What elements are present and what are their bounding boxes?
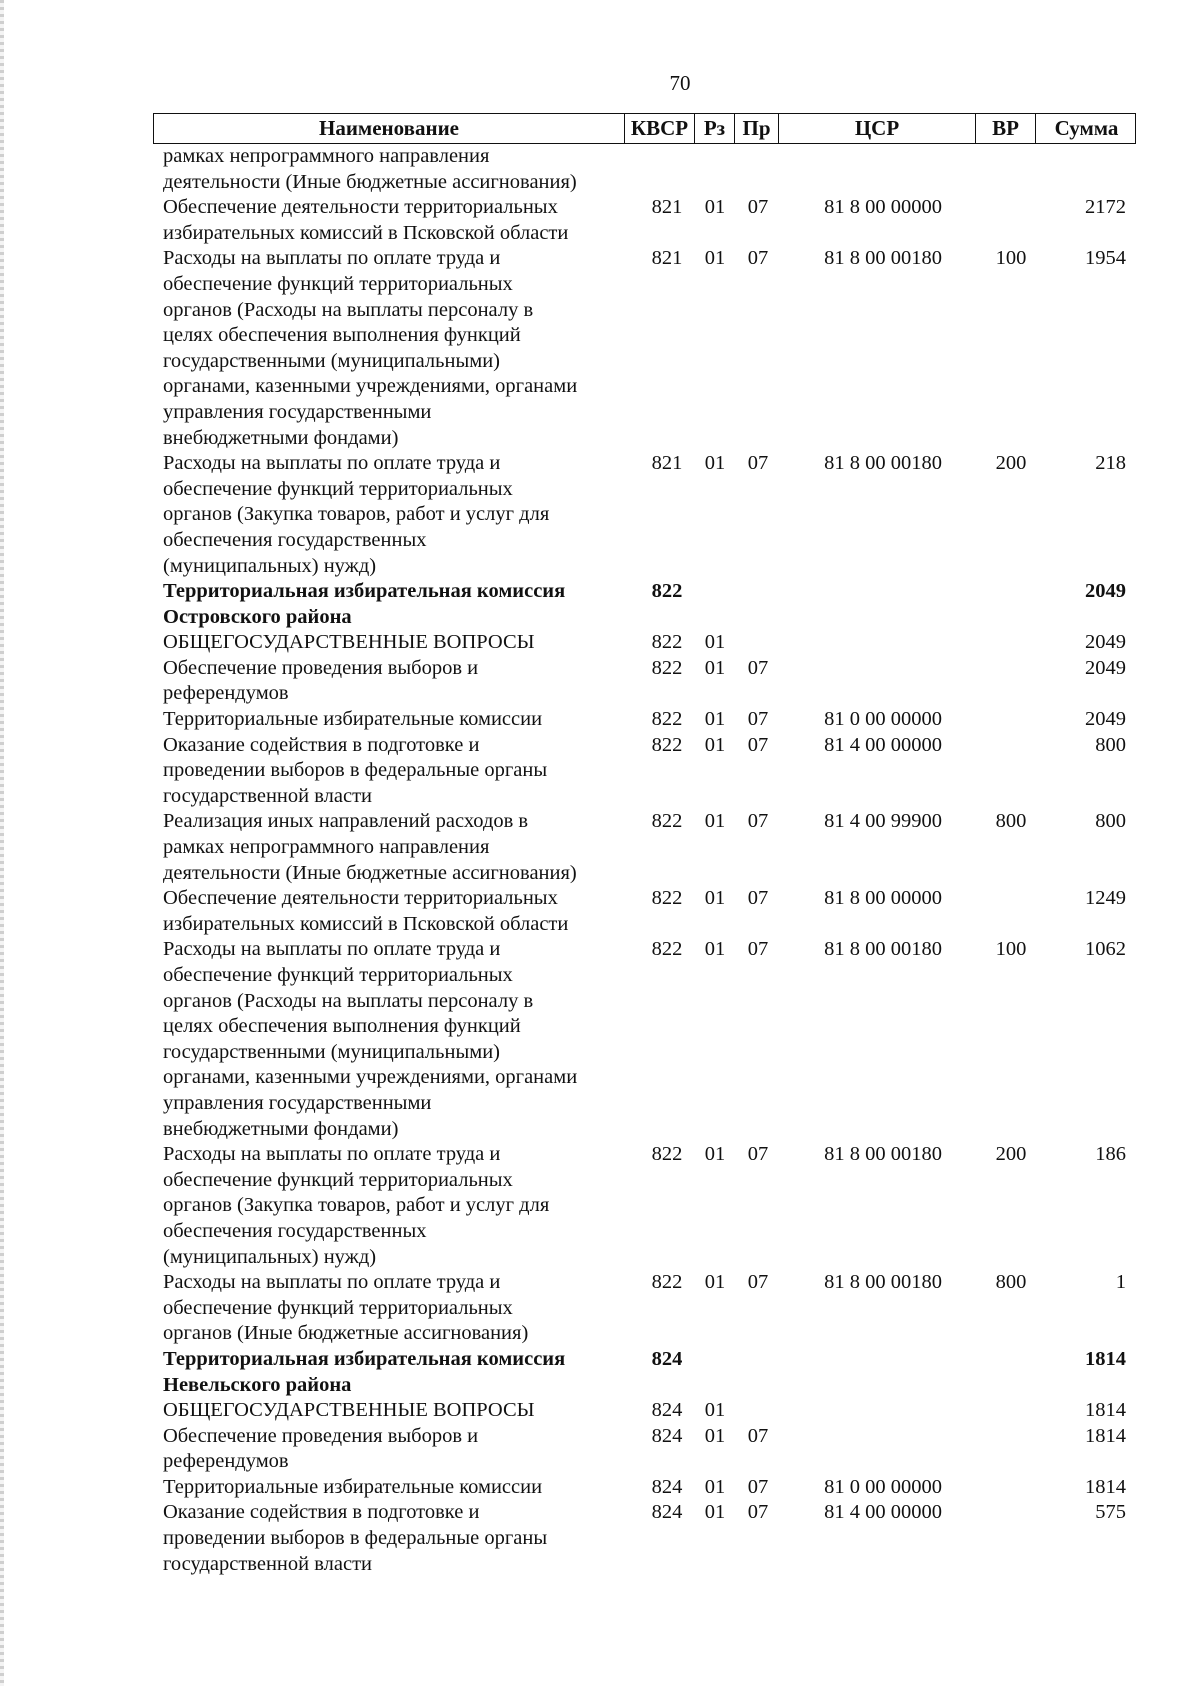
row-name-line: целях обеспечения выполнения функций [163, 324, 521, 347]
header-sum: Сумма [1054, 116, 1119, 140]
row-sum: 1814 [1085, 1424, 1126, 1447]
row-rz: 01 [704, 1501, 726, 1524]
row-kvsr: 822 [651, 887, 683, 910]
row-name-line: деятельности (Иные бюджетные ассигнования) [163, 861, 577, 884]
table-header [153, 113, 1136, 144]
row-vr: 200 [995, 452, 1027, 475]
row-kvsr: 822 [651, 580, 683, 603]
row-name [163, 630, 618, 656]
row-csr: 81 8 00 00000 [824, 196, 942, 219]
row-sum: 2049 [1085, 580, 1126, 603]
row-name-line: обеспечение функций территориальных [163, 1168, 513, 1191]
row-sum: 1814 [1085, 1347, 1126, 1370]
row-kvsr: 824 [651, 1347, 683, 1370]
row-sum: 2049 [1085, 708, 1126, 731]
row-name-line: Обеспечение деятельности территориальных [163, 196, 558, 219]
row-csr: 81 4 00 99900 [824, 810, 942, 833]
row-pr: 07 [747, 810, 769, 833]
row-vr: 200 [995, 1143, 1027, 1166]
row-name-line: проведении выборов в федеральные органы [163, 759, 548, 782]
row-sum: 1249 [1085, 887, 1126, 910]
row-kvsr: 822 [651, 733, 683, 756]
row-pr: 07 [747, 1271, 769, 1294]
row-csr: 81 0 00 00000 [824, 1475, 942, 1498]
row-sum: 1062 [1085, 938, 1126, 961]
table-row [163, 144, 1128, 195]
row-rz: 01 [704, 247, 726, 270]
row-rz: 01 [704, 810, 726, 833]
row-name-line: внебюджетными фондами) [163, 1117, 399, 1140]
row-name-line: Территориальная избирательная комиссия [163, 1347, 566, 1370]
row-kvsr: 821 [651, 247, 683, 270]
row-rz: 01 [704, 1399, 726, 1422]
table-row [163, 1270, 1128, 1347]
row-name [163, 1475, 618, 1501]
row-pr: 07 [747, 1424, 769, 1447]
row-name [163, 579, 618, 630]
row-name [163, 937, 618, 1142]
row-name-line: органов (Закупка товаров, работ и услуг для [163, 503, 550, 526]
table-row [163, 1475, 1128, 1501]
table-row [163, 1500, 1128, 1577]
row-name-line: (муниципальных) нужд) [163, 554, 377, 577]
row-csr: 81 8 00 00180 [824, 1271, 942, 1294]
row-name [163, 246, 618, 451]
row-kvsr: 822 [651, 1143, 683, 1166]
row-vr: 800 [995, 810, 1027, 833]
row-name-line: проведении выборов в федеральные органы [163, 1527, 548, 1550]
row-kvsr: 821 [651, 196, 683, 219]
row-name-line: органов (Иные бюджетные ассигнования) [163, 1322, 529, 1345]
row-sum: 2049 [1085, 631, 1126, 654]
row-name-line: органов (Расходы на выплаты персоналу в [163, 298, 534, 321]
row-name [163, 733, 618, 810]
row-pr: 07 [747, 887, 769, 910]
row-csr: 81 8 00 00180 [824, 1143, 942, 1166]
row-name-line: Оказание содействия в подготовке и [163, 733, 480, 756]
row-name [163, 1500, 618, 1577]
row-pr: 07 [747, 452, 769, 475]
table-body [163, 144, 1128, 1577]
row-name-line: Территориальные избирательные комиссии [163, 1475, 543, 1498]
row-csr: 81 8 00 00180 [824, 247, 942, 270]
table-row [163, 1398, 1128, 1424]
row-csr: 81 8 00 00000 [824, 887, 942, 910]
row-name-line: Расходы на выплаты по оплате труда и [163, 247, 501, 270]
table-row [163, 707, 1128, 733]
row-name-line: органами, казенными учреждениями, органами [163, 1066, 578, 1089]
table-row [163, 451, 1128, 579]
row-kvsr: 824 [651, 1475, 683, 1498]
row-name-line: Расходы на выплаты по оплате труда и [163, 1143, 501, 1166]
row-name-line: Оказание содействия в подготовке и [163, 1501, 480, 1524]
row-pr: 07 [747, 938, 769, 961]
row-pr: 07 [747, 196, 769, 219]
row-name-line: Обеспечение проведения выборов и [163, 656, 479, 679]
row-sum: 575 [1095, 1501, 1126, 1524]
row-pr: 07 [747, 733, 769, 756]
row-kvsr: 822 [651, 1271, 683, 1294]
row-vr: 100 [995, 938, 1027, 961]
header-kvsr: КВСР [625, 114, 695, 143]
header-pr: Пр [735, 114, 779, 143]
header-vr: ВР [976, 114, 1036, 143]
row-sum: 1954 [1085, 247, 1126, 270]
table-row [163, 246, 1128, 451]
row-name-line: избирательных комиссий в Псковской области [163, 912, 569, 935]
row-pr: 07 [747, 708, 769, 731]
row-name-line: обеспечения государственных [163, 528, 427, 551]
table-row [163, 630, 1128, 656]
row-name-line: управления государственными [163, 400, 432, 423]
row-name-line: референдумов [163, 682, 289, 705]
row-kvsr: 821 [651, 452, 683, 475]
row-name-line: органами, казенными учреждениями, органами [163, 375, 578, 398]
row-rz: 01 [704, 1271, 726, 1294]
row-kvsr: 824 [651, 1424, 683, 1447]
row-name-line: государственными (муниципальными) [163, 349, 500, 372]
row-name [163, 1142, 618, 1270]
row-kvsr: 822 [651, 631, 683, 654]
row-csr: 81 0 00 00000 [824, 708, 942, 731]
row-name-line: Территориальные избирательные комиссии [163, 708, 543, 731]
row-sum: 1 [1115, 1271, 1126, 1294]
row-name-line: ОБЩЕГОСУДАРСТВЕННЫЕ ВОПРОСЫ [163, 1399, 535, 1422]
row-pr: 07 [747, 1501, 769, 1524]
row-name-line: Невельского района [163, 1373, 352, 1396]
row-name-line: обеспечение функций территориальных [163, 477, 513, 500]
row-name-line: Островского района [163, 605, 352, 628]
row-name-line: рамках непрограммного направления [163, 145, 490, 167]
table-row [163, 1347, 1128, 1398]
row-rz: 01 [704, 887, 726, 910]
row-name-line: Расходы на выплаты по оплате труда и [163, 452, 501, 475]
row-name-line: управления государственными [163, 1091, 432, 1114]
row-rz: 01 [704, 631, 726, 654]
row-pr: 07 [747, 247, 769, 270]
row-name-line: государственной власти [163, 784, 372, 807]
header-rz: Рз [695, 114, 735, 143]
header-name: Наименование [154, 114, 625, 143]
row-rz: 01 [704, 1475, 726, 1498]
page-number: 70 [669, 71, 691, 95]
row-name [163, 1270, 618, 1347]
row-sum: 1814 [1085, 1475, 1126, 1498]
row-rz: 01 [704, 938, 726, 961]
row-name-line: Реализация иных направлений расходов в [163, 810, 529, 833]
row-kvsr: 822 [651, 810, 683, 833]
row-sum: 1814 [1085, 1399, 1126, 1422]
table-row [163, 579, 1128, 630]
row-sum: 218 [1095, 452, 1126, 475]
table-row [163, 1424, 1128, 1475]
row-name-line: целях обеспечения выполнения функций [163, 1015, 521, 1038]
row-sum: 800 [1095, 810, 1126, 833]
row-kvsr: 824 [651, 1399, 683, 1422]
row-kvsr: 824 [651, 1501, 683, 1524]
row-csr: 81 4 00 00000 [824, 733, 942, 756]
row-name-line: органов (Расходы на выплаты персоналу в [163, 989, 534, 1012]
row-csr: 81 4 00 00000 [824, 1501, 942, 1524]
row-name-line: органов (Закупка товаров, работ и услуг для [163, 1194, 550, 1217]
row-name-line: (муниципальных) нужд) [163, 1245, 377, 1268]
row-rz: 01 [704, 452, 726, 475]
row-pr: 07 [747, 1143, 769, 1166]
row-name-line: Обеспечение деятельности территориальных [163, 887, 558, 910]
table-row [163, 656, 1128, 707]
table-row [163, 1142, 1128, 1270]
row-name [163, 656, 618, 707]
row-name-line: Расходы на выплаты по оплате труда и [163, 1271, 501, 1294]
row-csr: 81 8 00 00180 [824, 452, 942, 475]
row-name-line: избирательных комиссий в Псковской области [163, 221, 569, 244]
row-vr: 800 [995, 1271, 1027, 1294]
row-rz: 01 [704, 708, 726, 731]
row-rz: 01 [704, 656, 726, 679]
row-rz: 01 [704, 733, 726, 756]
row-name [163, 144, 618, 195]
row-kvsr: 822 [651, 938, 683, 961]
row-name-line: Расходы на выплаты по оплате труда и [163, 938, 501, 961]
row-name [163, 1398, 618, 1424]
row-name-line: Территориальная избирательная комиссия [163, 580, 566, 603]
row-pr: 07 [747, 656, 769, 679]
table-row [163, 886, 1128, 937]
row-csr: 81 8 00 00180 [824, 938, 942, 961]
row-name [163, 707, 618, 733]
row-sum: 2049 [1085, 656, 1126, 679]
row-name-line: государственной власти [163, 1552, 372, 1575]
row-name [163, 1424, 618, 1475]
row-name-line: внебюджетными фондами) [163, 426, 399, 449]
row-name-line: рамках непрограммного направления [163, 836, 490, 859]
table-row [163, 733, 1128, 810]
scan-edge-decoration [0, 0, 4, 1686]
table-row [163, 937, 1128, 1142]
row-name [163, 195, 618, 246]
row-name-line: обеспечение функций территориальных [163, 964, 513, 986]
row-sum: 800 [1095, 733, 1126, 756]
row-name-line: государственными (муниципальными) [163, 1040, 500, 1063]
row-sum: 2172 [1085, 196, 1126, 219]
row-name-line: обеспечение функций территориальных [163, 1296, 513, 1319]
row-name-line: ОБЩЕГОСУДАРСТВЕННЫЕ ВОПРОСЫ [163, 631, 535, 654]
row-rz: 01 [704, 1143, 726, 1166]
row-sum: 186 [1095, 1143, 1126, 1166]
row-kvsr: 822 [651, 708, 683, 731]
row-rz: 01 [704, 196, 726, 219]
header-csr: ЦСР [779, 114, 976, 143]
row-rz: 01 [704, 1424, 726, 1447]
row-name-line: Обеспечение проведения выборов и [163, 1424, 479, 1447]
row-name-line: референдумов [163, 1450, 289, 1473]
row-name [163, 1347, 618, 1398]
row-pr: 07 [747, 1475, 769, 1498]
table-row [163, 195, 1128, 246]
row-name-line: обеспечение функций территориальных [163, 272, 513, 295]
row-name [163, 451, 618, 579]
row-name-line: деятельности (Иные бюджетные ассигнования) [163, 170, 577, 193]
row-name [163, 886, 618, 937]
row-kvsr: 822 [651, 656, 683, 679]
row-vr: 100 [995, 247, 1027, 270]
row-name [163, 809, 618, 886]
row-name-line: обеспечения государственных [163, 1219, 427, 1242]
table-row [163, 809, 1128, 886]
